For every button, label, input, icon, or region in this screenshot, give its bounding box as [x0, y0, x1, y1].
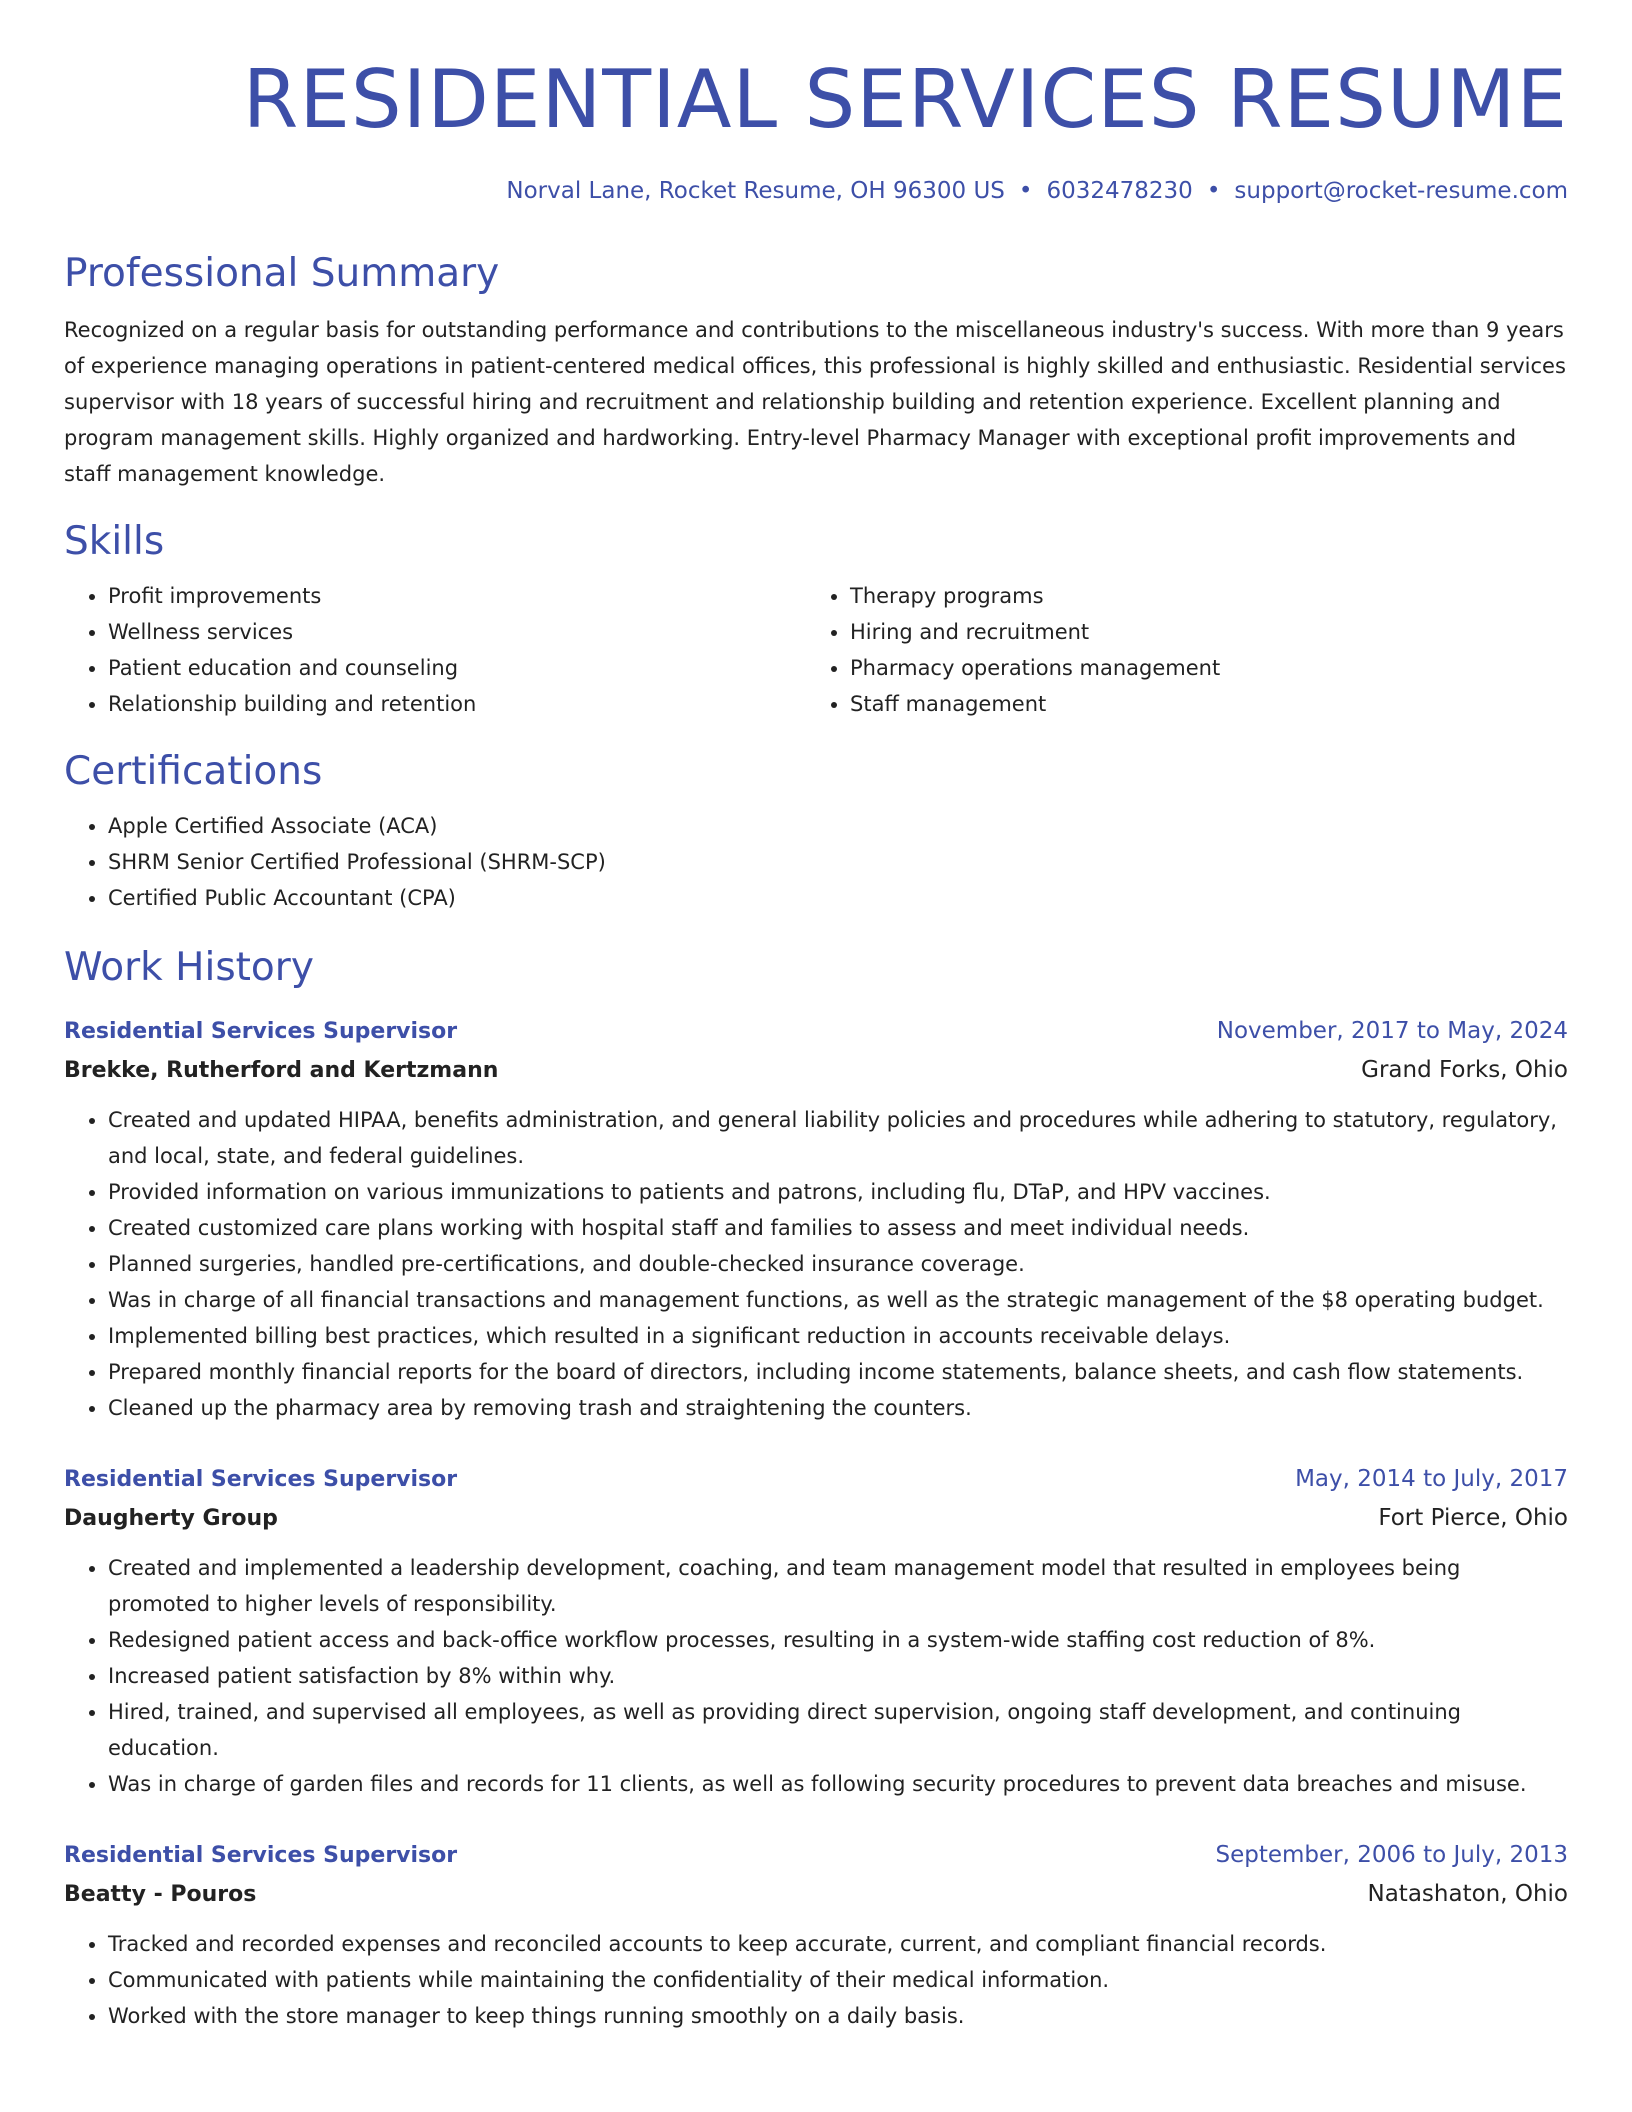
contact-separator: • — [1206, 178, 1221, 204]
job-bullet: • Tracked and recorded expenses and reconciled accounts to keep accurate, current, and compliant financial records. — [108, 1926, 1568, 1962]
job-bullet: • Created and updated HIPAA, benefits administration, and general liability policies and procedures while adhering to statutory, regulatory, and local, state, and federal guidelines. — [108, 1102, 1568, 1174]
job-dates: November, 2017 to May, 2024 — [1216, 1018, 1568, 1044]
job-bullet: • Planned surgeries, handled pre-certifications, and double-checked insurance coverage. — [108, 1246, 1568, 1282]
job-company-row — [64, 1051, 1568, 1090]
job-header-row — [64, 1460, 1568, 1499]
job-title: Residential Services Supervisor — [64, 1467, 458, 1492]
job-bullet: • Communicated with patients while maintaining the confidentiality of their medical information. — [108, 1962, 1568, 1998]
skill-item: • Relationship building and retention — [108, 686, 806, 722]
job-header-row — [64, 1012, 1568, 1051]
job-bullet: • Hired, trained, and supervised all employees, as well as providing direct supervision, ongoing staff development, and continuing education. — [108, 1694, 1568, 1766]
job-bullet: • Increased patient satisfaction by 8% within why. — [108, 1658, 1568, 1694]
job-title: Residential Services Supervisor — [64, 1019, 458, 1044]
job-company-row — [64, 1499, 1568, 1538]
job-entry — [64, 1460, 1568, 1802]
summary-text: Recognized on a regular basis for outstanding performance and contributions to the miscellaneous industry's success. With more than 9 years of experience managing operations in patient-centered medical offices, this professional is highly skilled and enthusiastic. Residential services supervisor with 18 years of successful hiring and recruitment and relationship building and retention experience. Excellent planning and program management skills. Highly organized and hardworking. Entry-level Pharmacy Manager with exceptional profit improvements and staff management knowledge. — [64, 318, 1566, 486]
certification-item: • Apple Certified Associate (ACA) — [108, 808, 1568, 844]
certification-item: • Certified Public Accountant (CPA) — [108, 880, 1568, 916]
job-bullet: • Worked with the store manager to keep things running smoothly on a daily basis. — [108, 1998, 1568, 2034]
contact-line — [64, 174, 1568, 208]
contact-email: support@rocket-resume.com — [1234, 178, 1568, 204]
job-bullet: • Cleaned up the pharmacy area by removing trash and straightening the counters. — [108, 1390, 1568, 1426]
job-company: Daugherty Group — [64, 1506, 278, 1531]
skill-item: • Patient education and counseling — [108, 650, 806, 686]
job-bullet: • Was in charge of all financial transactions and management functions, as well as the strategic management of the $8 operating budget. — [108, 1282, 1568, 1318]
job-dates: September, 2006 to July, 2013 — [1215, 1842, 1568, 1868]
job-bullet: • Created and implemented a leadership development, coaching, and team management model that resulted in employees being promoted to higher levels of responsibility. — [108, 1550, 1568, 1622]
job-company: Brekke, Rutherford and Kertzmann — [64, 1058, 499, 1083]
section-title-skills: Skills — [64, 519, 165, 564]
section-title-work-history: Work History — [64, 945, 314, 990]
contact-address: Norval Lane, Rocket Resume, OH 96300 US — [506, 178, 1005, 204]
skills-list-right — [806, 578, 1548, 722]
skills-grid — [64, 578, 1568, 722]
job-header-row — [64, 1836, 1568, 1875]
job-entry — [64, 1012, 1568, 1426]
job-location: Natashaton, Ohio — [1367, 1881, 1568, 1907]
job-bullet: • Implemented billing best practices, which resulted in a significant reduction in accounts receivable delays. — [108, 1318, 1568, 1354]
job-company-row — [64, 1875, 1568, 1914]
job-bullets — [64, 1926, 1568, 2034]
job-location: Grand Forks, Ohio — [1361, 1057, 1568, 1083]
job-entry — [64, 1836, 1568, 2034]
skill-item: • Therapy programs — [850, 578, 1548, 614]
certifications-list — [64, 808, 1568, 916]
section-title-certifications: Certifications — [64, 749, 323, 794]
contact-phone: 6032478230 — [1046, 178, 1193, 204]
section-title-summary: Professional Summary — [64, 251, 500, 296]
job-bullet: • Redesigned patient access and back-office workflow processes, resulting in a system-wide staffing cost reduction of 8%. — [108, 1622, 1568, 1658]
skill-item: • Pharmacy operations management — [850, 650, 1548, 686]
job-bullet: • Prepared monthly financial reports for the board of directors, including income statements, balance sheets, and cash flow statements. — [108, 1354, 1568, 1390]
skill-item: • Wellness services — [108, 614, 806, 650]
job-bullet: • Was in charge of garden files and records for 11 clients, as well as following security procedures to prevent data breaches and misuse. — [108, 1766, 1568, 1802]
skill-item: • Staff management — [850, 686, 1548, 722]
skills-list-left — [64, 578, 806, 722]
job-bullets — [64, 1102, 1568, 1426]
job-title: Residential Services Supervisor — [64, 1843, 458, 1868]
contact-separator: • — [1018, 178, 1033, 204]
job-bullets — [64, 1550, 1568, 1802]
resume-name: RESIDENTIAL SERVICES RESUME — [242, 53, 1568, 146]
certification-item: • SHRM Senior Certified Professional (SHRM-SCP) — [108, 844, 1568, 880]
skill-item: • Profit improvements — [108, 578, 806, 614]
job-dates: May, 2014 to July, 2017 — [1295, 1466, 1568, 1492]
skill-item: • Hiring and recruitment — [850, 614, 1548, 650]
job-bullet: • Created customized care plans working with hospital staff and families to assess and meet individual needs. — [108, 1210, 1568, 1246]
job-bullet: • Provided information on various immunizations to patients and patrons, including flu, DTaP, and HPV vaccines. — [108, 1174, 1568, 1210]
job-company: Beatty - Pouros — [64, 1882, 257, 1907]
job-location: Fort Pierce, Ohio — [1378, 1505, 1568, 1531]
